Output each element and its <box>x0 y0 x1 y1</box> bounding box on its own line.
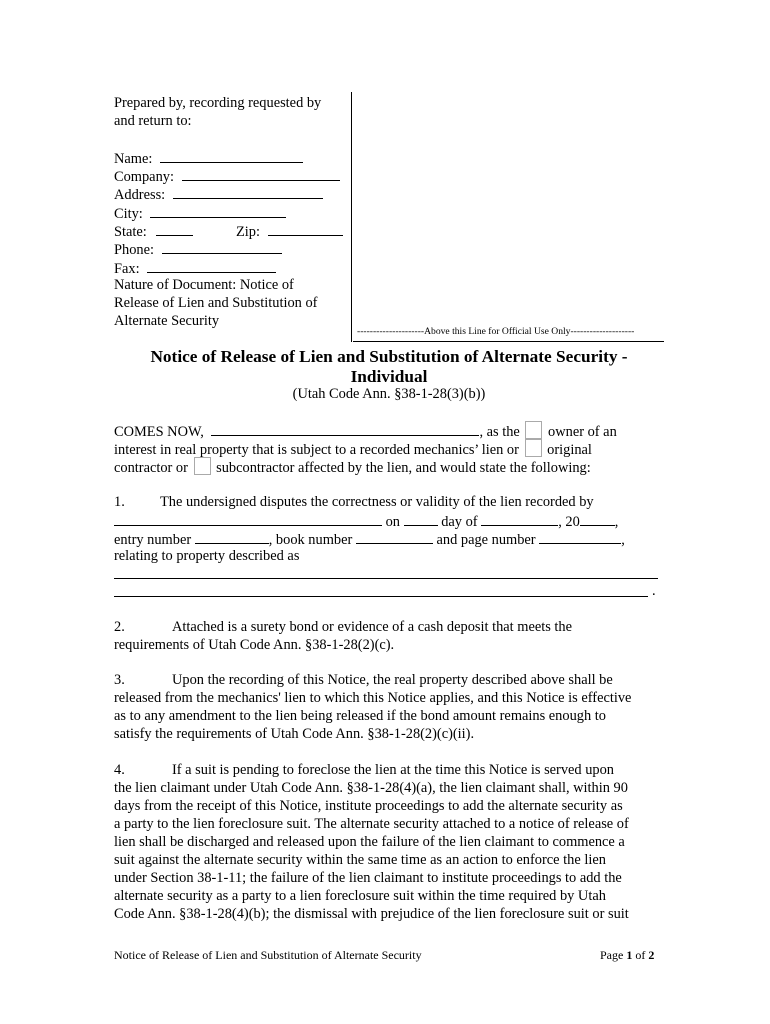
nature-line-2: Release of Lien and Substitution of <box>114 295 318 311</box>
para-4-line-2: the lien claimant under Utah Code Ann. §38-1-28(4)(a), the lien claimant shall, within 90 <box>114 780 628 796</box>
address-blank[interactable] <box>173 184 323 199</box>
month-blank[interactable] <box>481 511 558 526</box>
comma-text: , <box>614 514 619 530</box>
para-2-line-1: Attached is a surety bond or evidence of a cash deposit that meets the <box>172 619 573 635</box>
on-text: on <box>385 514 400 530</box>
property-description-line-2[interactable] <box>114 596 648 597</box>
para-4-line-1: If a suit is pending to foreclose the lien at the time this Notice is served upon <box>172 762 615 778</box>
para-3-line-4: satisfy the requirements of Utah Code Ann. §38-1-28(2)(c)(ii). <box>114 726 475 742</box>
original-text: original <box>547 442 592 458</box>
contractor-or-text: contractor or <box>114 460 188 476</box>
party-name-blank[interactable] <box>211 421 479 436</box>
year-prefix-text: , 20 <box>558 514 580 530</box>
para-4-line-7: under Section 38-1-11; the failure of the lien claimant to institute proceedings to add the <box>114 870 622 886</box>
company-field <box>114 166 340 186</box>
para-4-line-4: a party to the lien foreclosure suit. The alternate security attached to a notice of release of <box>114 816 629 832</box>
document-title-line-2: Individual <box>350 367 428 386</box>
name-field <box>114 148 303 168</box>
name-blank[interactable] <box>160 148 303 163</box>
para-1-line-3 <box>114 529 625 549</box>
book-number-text: , book number <box>268 532 353 548</box>
fax-blank[interactable] <box>147 258 276 273</box>
para-3-line-3: as to any amendment to the lien being released if the bond amount remains enough to <box>114 708 606 724</box>
name-label: Name: <box>114 151 153 167</box>
interest-text: interest in real property that is subject to a recorded mechanics’ lien or <box>114 442 519 458</box>
page-word: Page <box>600 948 624 962</box>
state-blank[interactable] <box>156 221 193 236</box>
of-word: of <box>635 948 646 962</box>
para-3-number: 3. <box>114 672 125 688</box>
subcontractor-checkbox[interactable] <box>194 457 211 475</box>
lien-claimant-blank[interactable] <box>114 511 382 526</box>
zip-blank[interactable] <box>268 221 343 236</box>
company-blank[interactable] <box>182 166 340 181</box>
para-2-number: 2. <box>114 619 125 635</box>
phone-label: Phone: <box>114 242 154 258</box>
statute-citation: (Utah Code Ann. §38-1-28(3)(b)) <box>292 386 486 402</box>
city-label: City: <box>114 206 143 222</box>
intro-line-2 <box>114 439 592 459</box>
comes-now-text: COMES NOW, <box>114 424 204 440</box>
page-total: 2 <box>648 948 655 962</box>
page-current: 1 <box>626 948 633 962</box>
prepared-by-line-1: Prepared by, recording requested by <box>114 95 322 111</box>
city-blank[interactable] <box>150 203 286 218</box>
official-use-line: ---------------------Above this Line for Official Use Only-------------------- <box>357 326 635 337</box>
original-contractor-checkbox[interactable] <box>525 439 542 457</box>
prepared-by-line-2: and return to: <box>114 113 192 129</box>
para-4-line-8: alternate security as a party to a lien foreclosure suit within the time required by Utah <box>114 888 606 904</box>
footer-page-number <box>600 948 654 963</box>
document-title-line-1: Notice of Release of Lien and Substitution of Alternate Security - <box>150 347 628 366</box>
para-4-line-3: days from the receipt of this Notice, institute proceedings to add the alternate security as <box>114 798 623 814</box>
owner-text: owner of an <box>548 424 617 440</box>
company-label: Company: <box>114 169 174 185</box>
subcontractor-text: subcontractor affected by the lien, and would state the following: <box>216 460 591 476</box>
property-description-period: . <box>652 583 656 599</box>
day-of-text: day of <box>441 514 478 530</box>
as-the-text: , as the <box>479 424 520 440</box>
para-4-line-9: Code Ann. §38-1-28(4)(b); the dismissal with prejudice of the lien foreclosure suit or suit <box>114 906 629 922</box>
year-blank[interactable] <box>580 511 615 526</box>
para-1-line-4: relating to property described as <box>114 548 300 564</box>
day-blank[interactable] <box>404 511 438 526</box>
para-4-line-6: suit against the alternate security within the same time as an action to enforce the lien <box>114 852 606 868</box>
address-label: Address: <box>114 187 166 203</box>
phone-blank[interactable] <box>162 239 282 254</box>
footer-title: Notice of Release of Lien and Substitution of Alternate Security <box>114 948 422 962</box>
para-4-line-5: lien shall be discharged and released upon the failure of the lien claimant to commence a <box>114 834 625 850</box>
entry-number-text: entry number <box>114 532 192 548</box>
para-1-line-2 <box>114 511 618 531</box>
header-horizontal-divider <box>353 341 664 342</box>
para-2-line-2: requirements of Utah Code Ann. §38-1-28(2)(c). <box>114 637 395 653</box>
state-zip-field <box>114 221 343 241</box>
header-vertical-divider <box>351 92 352 342</box>
fax-field <box>114 258 276 278</box>
para-3-line-1: Upon the recording of this Notice, the real property described above shall be <box>172 672 613 688</box>
intro-line-3 <box>114 457 591 477</box>
entry-number-blank[interactable] <box>195 529 269 544</box>
city-field <box>114 203 286 223</box>
state-label: State: <box>114 224 147 240</box>
page-number-text: and page number <box>436 532 536 548</box>
address-field <box>114 184 323 204</box>
nature-line-3: Alternate Security <box>114 313 220 329</box>
property-description-line-1[interactable] <box>114 578 658 579</box>
para-4-number: 4. <box>114 762 125 778</box>
para-1-number: 1. <box>114 494 125 510</box>
para-3-line-2: released from the mechanics' lien to which this Notice applies, and this Notice is effective <box>114 690 632 706</box>
comma-text-2: , <box>621 532 625 548</box>
fax-label: Fax: <box>114 261 140 277</box>
phone-field <box>114 239 282 259</box>
book-number-blank[interactable] <box>356 529 433 544</box>
owner-checkbox[interactable] <box>525 421 542 439</box>
para-1-line-1: The undersigned disputes the correctness or validity of the lien recorded by <box>160 494 594 510</box>
page-number-blank[interactable] <box>539 529 621 544</box>
intro-line-1 <box>114 421 617 441</box>
nature-line-1: Nature of Document: Notice of <box>114 277 294 293</box>
zip-label: Zip: <box>236 224 260 240</box>
